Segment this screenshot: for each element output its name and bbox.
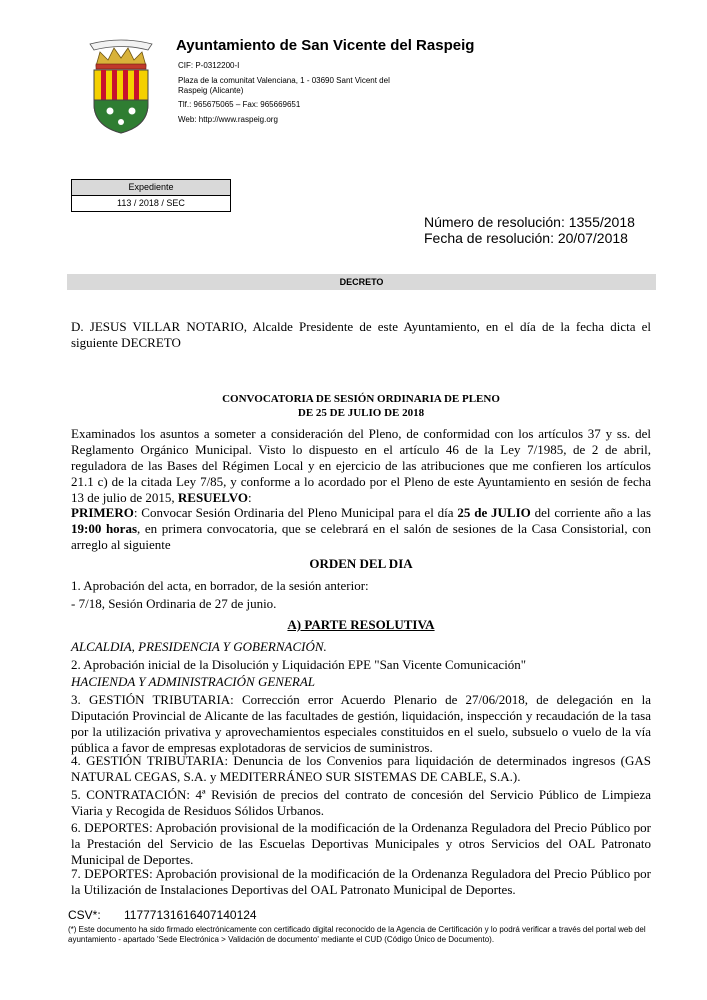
expediente-box — [71, 179, 231, 212]
expediente-value: 113 / 2018 / SEC — [117, 198, 185, 208]
intro-paragraph: D. JESUS VILLAR NOTARIO, Alcalde Presidente de este Ayuntamiento, en el día de la fecha dicta el siguiente DECRETO — [71, 319, 651, 350]
agenda-item-2: 2. Aprobación inicial de la Disolución y Liquidación EPE "San Vicente Comunicación" — [71, 657, 527, 672]
agenda-item-1-sub: - 7/18, Sesión Ordinaria de 27 de junio. — [71, 596, 277, 611]
section-bar-decreto: DECRETO — [67, 274, 656, 290]
primero-paragraph — [71, 505, 651, 553]
agenda-item-3: 3. GESTIÓN TRIBUTARIA: Corrección error Acuerdo Plenario de 27/06/2018, de delegación en la Diputación Provincial de Alicante de las facultades de gestión, liquidación, inspección y recaudación de la tasa por la utilización privativa y aprovechamientos especiales constituidos en el suelo, subsuelo o vuelo de la vía pública a favor de empresas explotadoras de servicios de suministros. — [71, 692, 651, 755]
website-text: Web: http://www.raspeig.org — [178, 115, 278, 124]
alcaldia-heading: ALCALDIA, PRESIDENCIA Y GOBERNACIÓN. — [71, 639, 327, 654]
convocatoria-title-line2: DE 25 DE JULIO DE 2018 — [297, 407, 425, 419]
resuelvo-colon: : — [247, 490, 252, 505]
session-hour: 19:00 horas — [71, 521, 138, 536]
phone-fax-text: Tlf.: 965675065 – Fax: 965669651 — [178, 100, 301, 109]
primero-text-3: , en primera convocatoria, que se celebrará en el salón de sesiones de la Casa Consistorial, con arreglo al siguiente — [71, 521, 651, 552]
orden-del-dia-title: ORDEN DEL DIA — [309, 556, 413, 571]
address-line-2: Raspeig (Alicante) — [178, 86, 244, 95]
primero-text-2: del corriente año a las — [530, 505, 651, 520]
agenda-item-6: 6. DEPORTES: Aprobación provisional de la modificación de la Ordenanza Reguladora del Precio Público por la Prestación del Servicio de las Escuelas Deportivas Municipales y otros Servicios del OAL Patronato Municipal de Deportes. — [71, 820, 651, 867]
organization-name: Ayuntamiento de San Vicente del Raspeig — [176, 37, 475, 54]
coat-of-arms-icon — [86, 36, 156, 136]
resolution-number: Número de resolución: 1355/2018 — [424, 214, 635, 230]
csv-label: CSV*: — [68, 908, 101, 922]
resolution-date: Fecha de resolución: 20/07/2018 — [424, 230, 628, 246]
parte-resolutiva-heading: A) PARTE RESOLUTIVA — [287, 617, 435, 632]
examinados-paragraph — [71, 426, 651, 506]
examinados-text: Examinados los asuntos a someter a consideración del Pleno, de conformidad con los artículos 37 y ss. del Reglamento Orgánico Municipal. Visto lo dispuesto en el artículo 46 de la Ley 7/1985, de 2 de abril, reguladora de las Bases del Régimen Local y en ejercicio de las atribuciones que me confieren los artículos 21.1 c) de la citada Ley 7/85, y conforme a lo acordado por el Pleno de este Ayuntamiento en sesión de fecha 13 de julio de 2015, — [71, 426, 651, 505]
resuelvo-label: RESUELVO — [177, 490, 248, 505]
expediente-label: Expediente — [72, 180, 230, 196]
footnote: (*) Este documento ha sido firmado electrónicamente con certificado digital reconocido de la Agencia de Certificación y lo podrá verificar a través del portal web del ayuntamiento - apartado 'Sede Electrónica > Validación de documento' mediante el CUD (Código Único de Documento). — [68, 925, 646, 944]
session-date: 25 de JULIO — [457, 505, 531, 520]
hacienda-heading: HACIENDA Y ADMINISTRACIÓN GENERAL — [71, 674, 315, 689]
csv-value: 11777131616407140124 — [124, 908, 257, 922]
agenda-item-4: 4. GESTIÓN TRIBUTARIA: Denuncia de los Convenios para liquidación de determinados ingresos (GAS NATURAL CEGAS, S.A. y MEDITERRÁNEO SUR SISTEMAS DE CABLE, S.A.). — [71, 753, 651, 784]
convocatoria-title — [71, 392, 651, 420]
convocatoria-title-line1: CONVOCATORIA DE SESIÓN ORDINARIA DE PLENO — [222, 393, 500, 405]
agenda-item-7: 7. DEPORTES: Aprobación provisional de la modificación de la Ordenanza Reguladora del Precio Público por la Utilización de Instalaciones Deportivas del OAL Patronato Municipal de Deportes. — [71, 866, 651, 897]
primero-label: PRIMERO — [71, 505, 134, 520]
address-line-1: Plaza de la comunitat Valenciana, 1 - 03690 Sant Vicent del — [178, 76, 390, 85]
agenda-item-5: 5. CONTRATACIÓN: 4ª Revisión de precios del contrato de concesión del Servicio Público de Limpieza Viaria y Recogida de Residuos Sólidos Urbanos. — [71, 787, 651, 818]
primero-text-1: : Convocar Sesión Ordinaria del Pleno Municipal para el día — [133, 505, 458, 520]
cif-text: CIF: P-0312200-I — [178, 61, 240, 70]
agenda-item-1: 1. Aprobación del acta, en borrador, de la sesión anterior: — [71, 578, 369, 593]
